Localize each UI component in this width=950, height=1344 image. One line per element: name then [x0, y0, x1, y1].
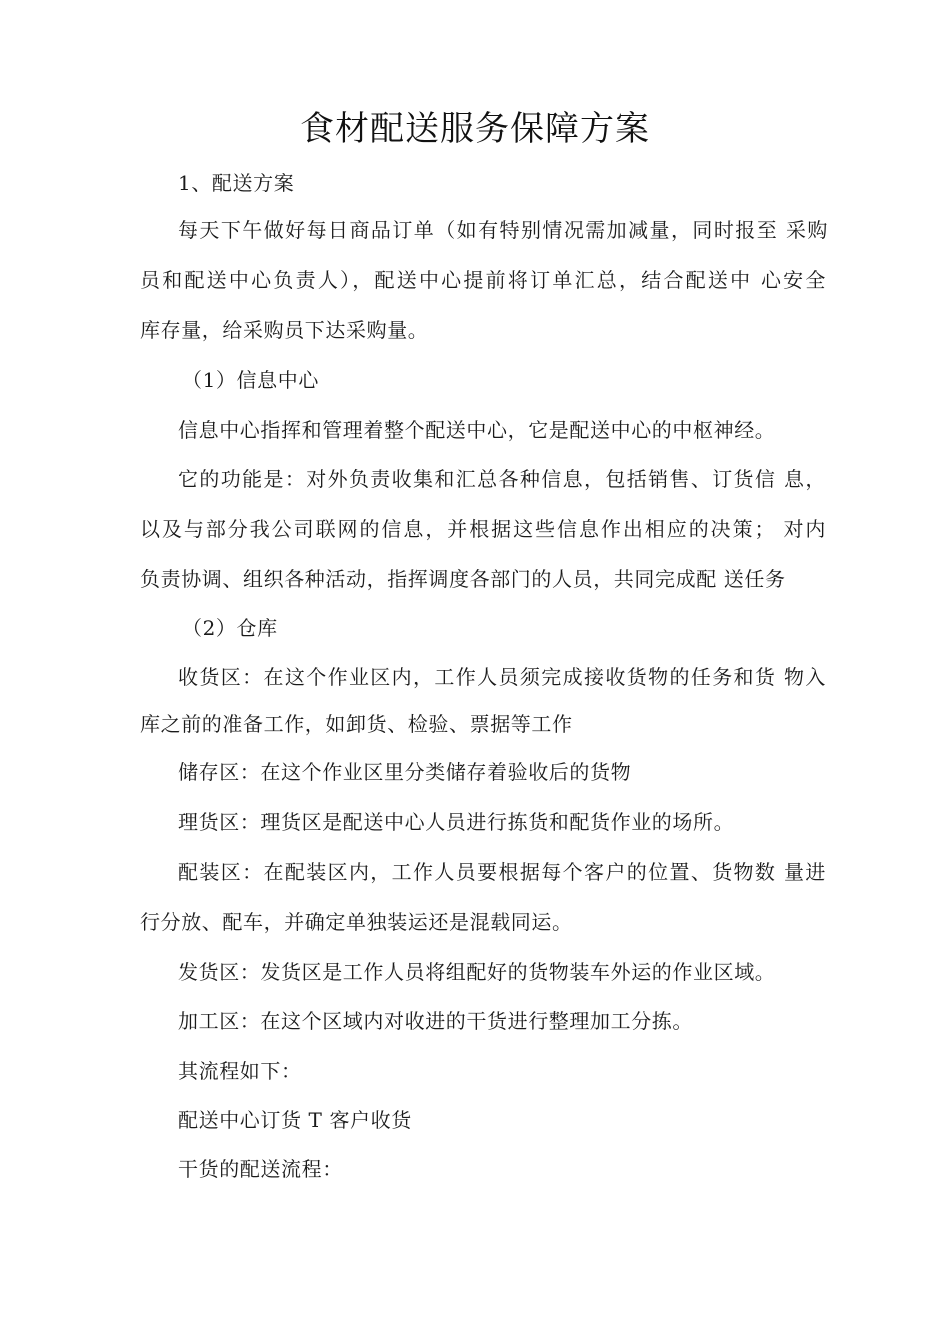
paragraph-line: 发货区：发货区是工作人员将组配好的货物装车外运的作业区域。	[178, 960, 776, 984]
paragraph-line: 储存区：在这个作业区里分类储存着验收后的货物	[178, 760, 632, 784]
paragraph-line: 员和配送中心负责人），配送中心提前将订单汇总，结合配送中 心安全	[140, 268, 826, 292]
paragraph-line: 行分放、配车，并确定单独装运还是混载同运。	[140, 910, 573, 934]
paragraph-line: 以及与部分我公司联网的信息，并根据这些信息作出相应的决策； 对内	[140, 517, 826, 541]
paragraph-line: 收货区：在这个作业区内，工作人员须完成接收货物的任务和货 物入	[178, 665, 826, 689]
document-title: 食材配送服务保障方案	[300, 109, 650, 149]
paragraph-line: 加工区：在这个区域内对收进的干货进行整理加工分拣。	[178, 1009, 693, 1033]
paragraph-line: 干货的配送流程：	[178, 1157, 343, 1181]
paragraph-line: 信息中心指挥和管理着整个配送中心，它是配送中心的中枢神经。	[178, 418, 776, 442]
paragraph-line: 库存量，给采购员下达采购量。	[140, 318, 429, 342]
paragraph-line: 它的功能是：对外负责收集和汇总各种信息，包括销售、订货信 息，	[178, 467, 826, 491]
paragraph-line: 每天下午做好每日商品订单（如有特别情况需加减量，同时报至 采购	[178, 218, 828, 242]
subsection-heading-warehouse: （2）仓库	[182, 616, 278, 640]
paragraph-line: 配送中心订货 T 客户收货	[178, 1108, 412, 1132]
section-heading-delivery-plan: 1、配送方案	[178, 171, 295, 195]
paragraph-line: 库之前的准备工作，如卸货、检验、票据等工作	[140, 712, 573, 736]
paragraph-line: 理货区：理货区是配送中心人员进行拣货和配货作业的场所。	[178, 810, 735, 834]
paragraph-line: 其流程如下：	[178, 1059, 302, 1083]
paragraph-line: 负责协调、组织各种活动，指挥调度各部门的人员，共同完成配 送任务	[140, 567, 786, 591]
subsection-heading-info-center: （1）信息中心	[182, 368, 319, 392]
paragraph-line: 配装区：在配装区内，工作人员要根据每个客户的位置、货物数 量进	[178, 860, 826, 884]
